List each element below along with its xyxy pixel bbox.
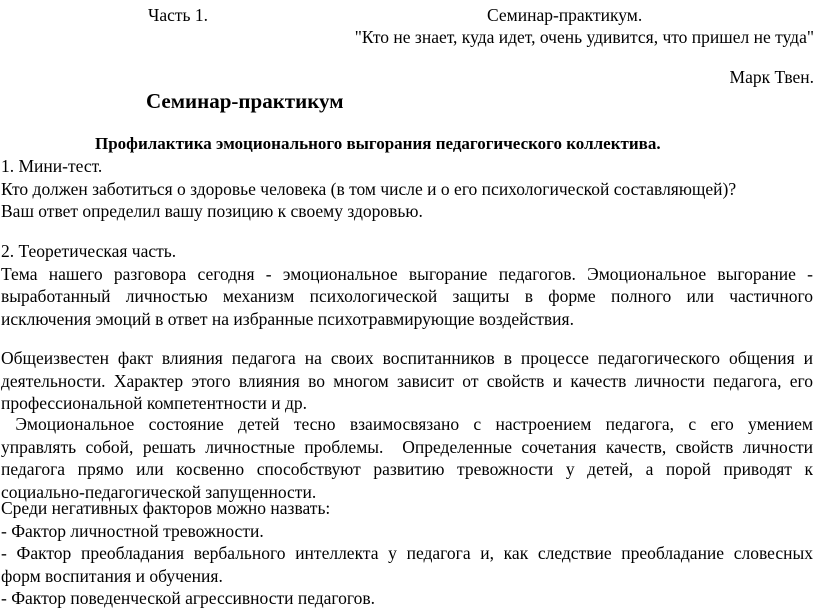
- factors-list: [1, 497, 813, 610]
- list-item: - Фактор личностной тревожности.: [1, 520, 264, 541]
- list-item: - Фактор поведенческой агрессивности педагогов.: [1, 588, 376, 609]
- epigraph: "Кто не знает, куда идет, очень удивится, что пришел не туда": [354, 27, 814, 47]
- text-line: Тема нашего разговора сегодня - эмоциональное выгорание педагогов. Эмоциональное выгорание -: [1, 263, 813, 284]
- paragraph-emotional-state: [1, 413, 813, 503]
- section-mini-test: [1, 155, 813, 223]
- text-line: Общеизвестен факт влияния педагога на своих воспитанников в процессе педагогического общения и: [1, 348, 813, 368]
- factors-intro: Среди негативных факторов можно назвать:: [1, 498, 331, 518]
- part-label: Часть 1.: [148, 5, 209, 25]
- text-line: управлять собой, решать личностные проблемы. Определенные сочетания качеств, свойств личности: [1, 436, 813, 457]
- seminar-label: Семинар-практикум.: [487, 5, 643, 25]
- list-item: форм воспитания и обучения.: [1, 565, 223, 586]
- text-line: исключения эмоций в ответ на избранные психотравмирующие воздействия.: [1, 308, 574, 329]
- text-line: деятельности. Характер этого влияния во многом зависит от свойств и качеств личности педагога, его: [1, 370, 813, 391]
- page-subtitle: Профилактика эмоционального выгорания педагогического коллектива.: [95, 134, 661, 153]
- section-theory: [1, 240, 813, 330]
- page-title: Семинар-практикум: [146, 89, 344, 113]
- text-line: Ваш ответ определил вашу позицию к своему здоровью.: [1, 201, 423, 222]
- text-line: Кто должен заботиться о здоровье человека (в том числе и о его психологической составляющей)?: [1, 178, 737, 199]
- text-line: педагога прямо или косвенно способствуют развитию тревожности у детей, а порой приводят к: [1, 459, 813, 480]
- list-item: - Фактор преобладания вербального интеллекта у педагога и, как следствие преобладание словесных: [1, 543, 813, 564]
- epigraph-author: Марк Твен.: [729, 67, 814, 87]
- text-line: профессиональной компетентности и др.: [1, 393, 308, 414]
- text-line: социально-педагогической запущенности.: [1, 481, 317, 502]
- section-heading: 1. Мини-тест.: [1, 156, 103, 176]
- text-line: выработанный личностью механизм психологической защиты в форме полного или частичного: [1, 286, 813, 307]
- text-line: Эмоциональное состояние детей тесно взаимосвязано с настроением педагога, с его умением: [1, 414, 813, 434]
- section-heading: 2. Теоретическая часть.: [1, 241, 177, 261]
- paragraph-influence: [1, 347, 813, 415]
